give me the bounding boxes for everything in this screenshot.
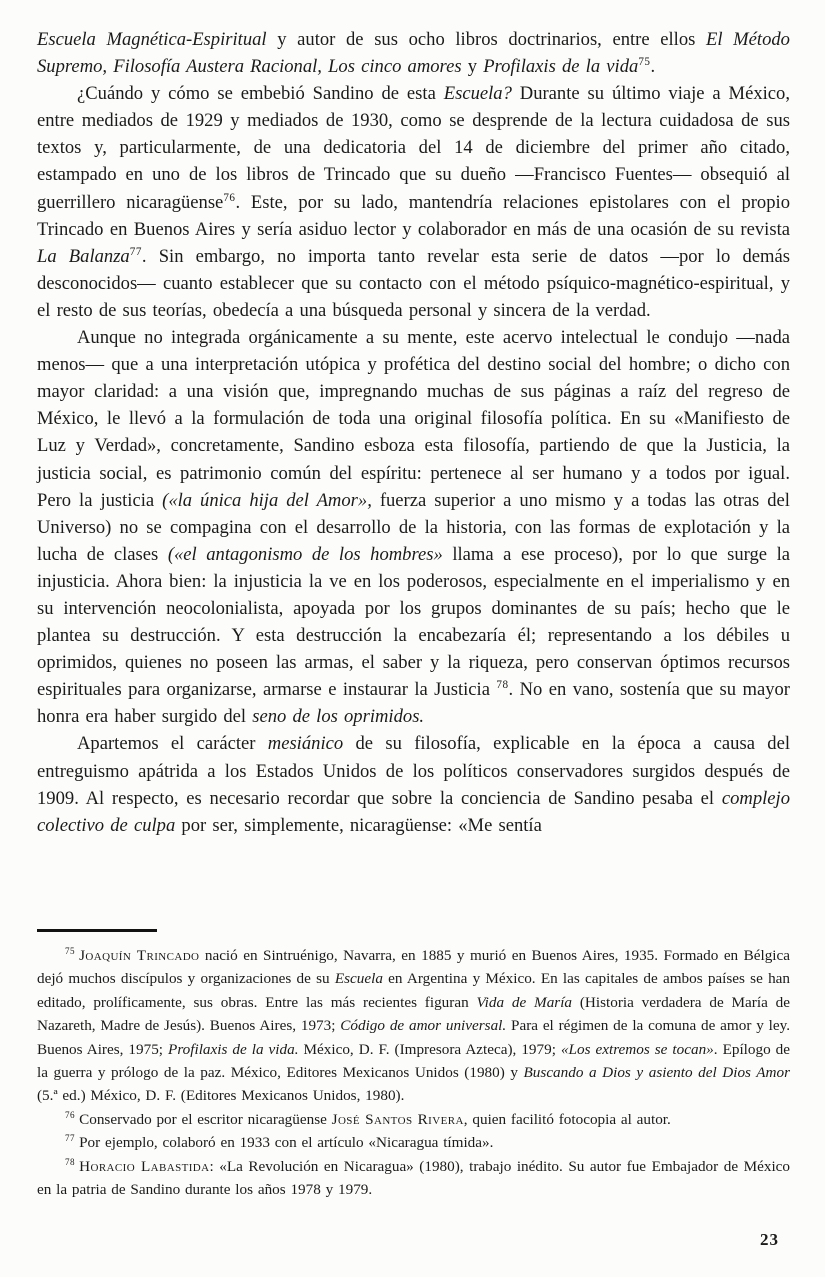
text-segment: México, D. F. (Impresora Azteca), 1979;: [298, 1040, 561, 1058]
paragraph: [37, 80, 790, 324]
footnote-marker: 76: [65, 1109, 76, 1120]
text-segment: . Epílogo de la guerra y prólogo de la paz. México, Editores Mexicanos Unidos (1980) y: [37, 1040, 791, 1082]
text-segment: Escuela Magnética-Espiritual: [37, 29, 267, 50]
footnote: [37, 944, 790, 1108]
footnotes: [37, 944, 790, 1201]
footnote-ref: 78: [496, 679, 509, 692]
text-segment: y autor de sus ocho libros doctrinarios, entre ellos: [266, 29, 707, 50]
text-segment: mesiánico: [267, 733, 344, 755]
text-segment: Código de amor universal.: [340, 1017, 507, 1035]
text-segment: La Balanza: [37, 245, 130, 267]
body-text: [37, 26, 790, 839]
text-segment: seno de los oprimidos.: [252, 706, 425, 728]
text-segment: en Argentina y México. En las capitales de ambos países se han editado, prolíficamente, sus obras. Entre las más recientes figuran: [37, 970, 790, 1011]
text-segment: .: [650, 56, 656, 78]
text-segment: (5.ª ed.) México, D. F. (Editores Mexicanos Unidos, 1980).: [37, 1087, 405, 1105]
text-segment: Profilaxis de la vida: [483, 56, 639, 78]
text-segment: . Este, por su lado, mantendría relaciones epistolares con el propio Trincado en Buenos Aires y sería asiduo lector y colaborador en más de una ocasión de su revista: [37, 191, 790, 240]
text-segment: Escuela?: [443, 83, 512, 105]
footnote: [37, 1131, 790, 1154]
paragraph: [37, 26, 790, 80]
text-segment: . Sin embargo, no importa tanto revelar esta serie de datos —por lo demás desconocidos— cuanto establecer que su contacto con el método psíquico-magnético-espiritual, y el resto de sus teorías, obedecía a una búsqueda personal y sincera de la verdad.: [37, 245, 790, 321]
text-segment: («el antagonismo de los hombres»: [167, 543, 443, 565]
text-segment: El Método Supremo, Filosofía Austera Racional, Los cinco amores: [37, 29, 790, 78]
text-segment: . No en vano, sostenía que su mayor honra era haber surgido del: [37, 679, 790, 728]
text-segment: «Los extremos se tocan»: [560, 1040, 714, 1058]
text-segment: ¿Cuándo y cómo se embebió Sandino de esta: [77, 83, 444, 105]
text-segment: Profilaxis de la vida.: [168, 1040, 299, 1058]
text-segment: : «La Revolución en Nicaragua» (1980), trabajo inédito. Su autor fue Embajador de México en la patria de Sandino durante los años 1978 y 1979.: [37, 1157, 790, 1199]
text-segment: Conservado por el escritor nicaragüense: [79, 1110, 332, 1128]
text-segment: José Santos Rivera: [331, 1110, 464, 1128]
text-segment: Para el régimen de la comuna de amor y ley. Buenos Aires, 1975;: [37, 1017, 790, 1058]
paragraph: [37, 730, 790, 838]
footnote-marker: 75: [65, 945, 76, 956]
text-segment: por ser, simplemente, nicaragüense: «Me sentía: [175, 814, 542, 836]
text-segment: de su filosofía, explicable en la época a causa del entreguismo apátrida a los Estados Unidos de los políticos conservadores surgidos después de 1909. Al respecto, es necesario recordar que sobre la conciencia de Sandino pesaba el: [37, 733, 790, 809]
text-segment: Apartemos el carácter: [77, 733, 268, 755]
text-segment: Por ejemplo, colaboró en 1933 con el artículo «Nicaragua tímida».: [79, 1134, 494, 1152]
text-segment: (Historia verdadera de María de Nazareth, Madre de Jesús). Buenos Aires, 1973;: [37, 993, 790, 1035]
text-segment: Horacio Labastida: [79, 1157, 210, 1175]
text-segment: llama a ese proceso), por lo que surge la injusticia. Ahora bien: la injusticia la ve en los poderosos, especialmente en el imperialismo y en su intervención neocolonialista, apoyada por los grupos dominantes de su país; hecho que le plantea su destrucción. Y esta destrucción la encabezaría él; representando a los débiles u oprimidos, quienes no poseen las armas, el saber y la riqueza, pero conservan óptimos recursos espirituales para organizarse, armarse e instaurar la Justicia: [37, 543, 790, 701]
text-segment: complejo colectivo de culpa: [37, 787, 790, 836]
footnote-ref: 76: [223, 191, 236, 204]
text-segment: Aunque no integrada orgánicamente a su mente, este acervo intelectual le condujo —nada menos— que a una interpretación utópica y profética del destino social del hombre; o dicho con mayor claridad: a una visión que, impregnando muchas de sus páginas a raíz del regreso de México, le llevó a la formulación de toda una original filosofía política. En su «Manifiesto de Luz y Verdad», concretamente, Sandino esboza esta filosofía, partiendo de que la Justicia, la justicia social, es patrimonio común del espíritu: pertenece al ser humano y a todos por igual. Pero la justicia: [37, 327, 790, 511]
text-segment: fuerza superior a uno mismo y a todas las otras del Universo) no se compagina con el desarrollo de la historia, con las formas de explotación y la lucha de clases: [37, 489, 790, 565]
text-segment: Buscando a Dios y asiento del Dios Amor: [523, 1064, 791, 1082]
text-segment: Joaquín Trincado: [79, 947, 200, 964]
text-segment: Vida de María: [476, 993, 573, 1011]
footnote-ref: 77: [129, 245, 142, 258]
text-segment: nació en Sintruénigo, Navarra, en 1885 y murió en Buenos Aires, 1935. Formado en Bélgica dejó muchos discípulos y organizaciones de su: [37, 947, 791, 988]
footnote-marker: 78: [65, 1156, 76, 1167]
footnote: [37, 1108, 790, 1131]
text-segment: y: [461, 56, 484, 78]
footnote: [37, 1155, 790, 1202]
page-number: 23: [760, 1230, 779, 1249]
text-segment: Durante su último viaje a México, entre mediados de 1929 y mediados de 1930, como se desprende de la lectura cuidadosa de sus textos y, particularmente, de una dedicatoria del 14 de diciembre del primer año citado, estampado en uno de los libros de Trincado que su dueño —Francisco Fuentes— obsequió al guerrillero nicaragüense: [37, 83, 790, 213]
paragraph: [37, 324, 790, 730]
footnote-ref: 75: [638, 55, 651, 68]
text-segment: Escuela: [334, 970, 383, 988]
footnote-marker: 77: [65, 1133, 76, 1144]
text-segment: , quien facilitó fotocopia al autor.: [463, 1110, 671, 1128]
footnote-separator: [37, 929, 157, 932]
text-segment: («la única hija del Amor»,: [162, 489, 372, 511]
